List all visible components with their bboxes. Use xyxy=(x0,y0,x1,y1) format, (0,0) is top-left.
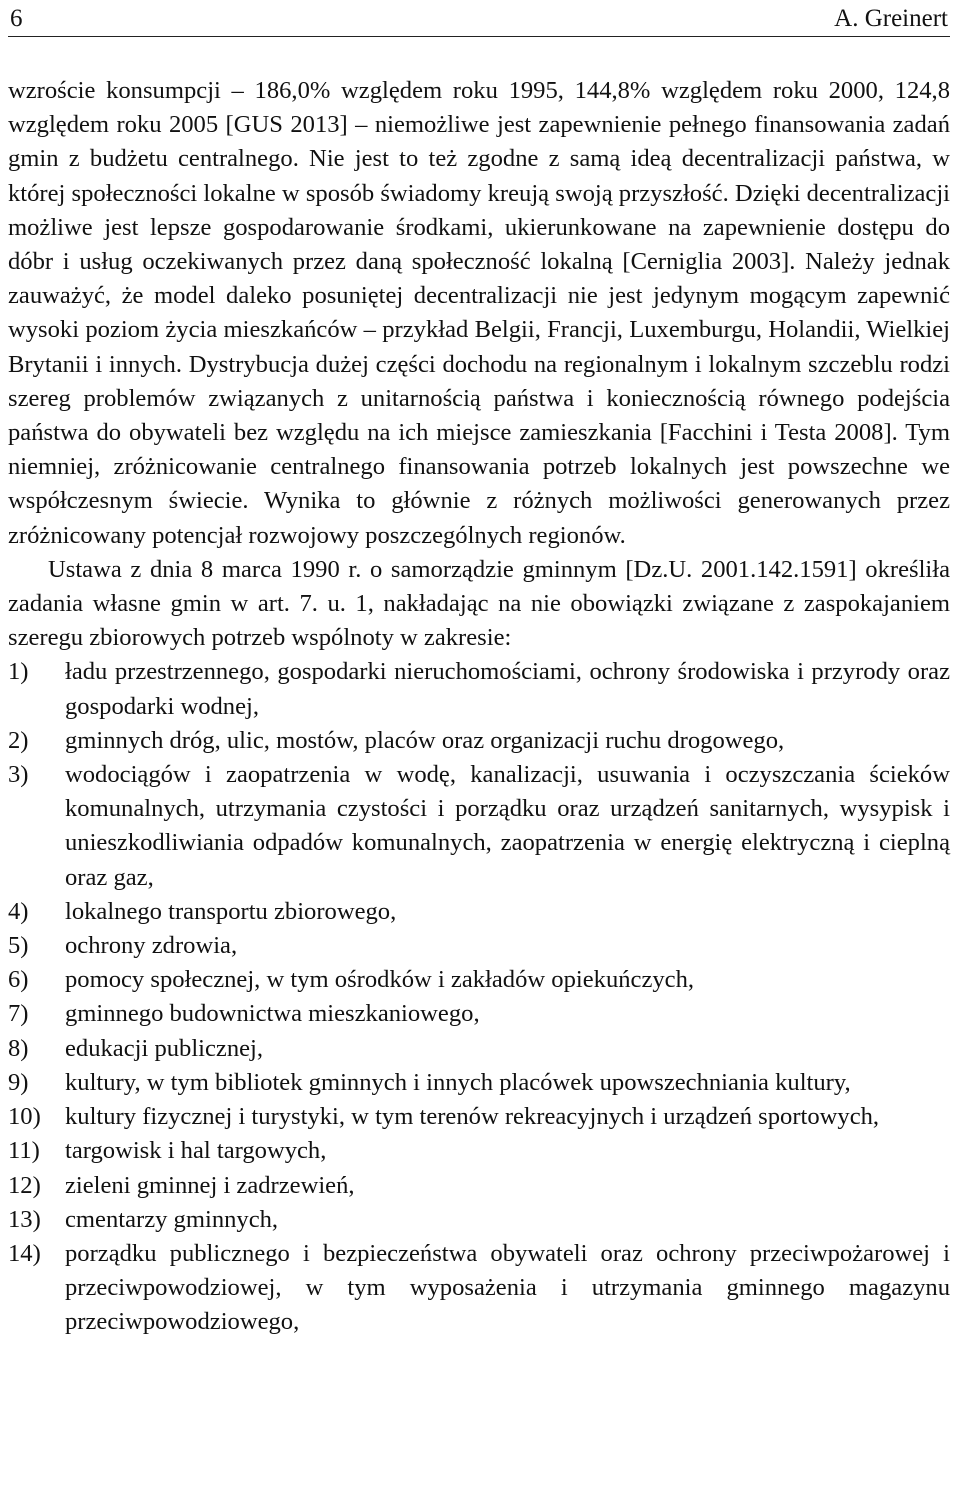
list-item-number: 5) xyxy=(8,932,29,960)
list-item xyxy=(8,758,950,895)
list-item xyxy=(8,724,950,758)
list-item xyxy=(8,963,950,997)
list-item-text: porządku publicznego i bezpieczeństwa obywateli oraz ochrony przeciwpożarowej i przeciwpowodziowej, w tym wyposażenia i utrzymania gminnego magazynu przeciwpowodziowego, xyxy=(65,1239,950,1336)
list-item-text: cmentarzy gminnych, xyxy=(65,1205,279,1233)
paragraph: wzroście konsumpcji – 186,0% względem roku 1995, 144,8% względem roku 2000, 124,8 względem roku 2005 [GUS 2013] – niemożliwe jest zapewnienie pełnego finansowania zadań gmin z budżetu centralnego. Nie jest to też zgodne z samą ideą decentralizacji państwa, w której społeczności lokalne w sposób świadomy kreują swoją przyszłość. Dzięki decentralizacji możliwe jest lepsze gospodarowanie środkami, ukierunkowane na zapewnienie dostępu do dóbr i usług oczekiwanych przez daną społeczność lokalną [Cerniglia 2003]. Należy jednak zauważyć, że model daleko posuniętej decentralizacji nie jest jedynym mogącym zapewnić wysoki poziom życia mieszkańców – przykład Belgii, Francji, Luxemburgu, Holandii, Wielkiej Brytanii i innych. Dystrybucja dużej części dochodu na regionalnym i lokalnym szczeblu rodzi szereg problemów związanych z unitarnością państwa i koniecznością równego podejścia państwa do obywateli bez względu na ich miejsce zamieszkania [Facchini i Testa 2008]. Tym niemniej, zróżnicowanie centralnego finansowania potrzeb lokalnych jest powszechne we współczesnym świecie. Wynika to głównie z różnych możliwości generowanych przez zróżnicowany potencjał rozwojowy poszczególnych regionów. xyxy=(8,77,950,549)
list-item xyxy=(8,1032,950,1066)
list-item-number: 13) xyxy=(8,1205,41,1233)
list-item-text: gminnego budownictwa mieszkaniowego, xyxy=(65,1000,480,1028)
list-item-text: gminnych dróg, ulic, mostów, placów oraz organizacji ruchu drogowego, xyxy=(65,726,785,754)
paragraph: Ustawa z dnia 8 marca 1990 r. o samorządzie gminnym [Dz.U. 2001.142.1591] określiła zadania własne gmin w art. 7. u. 1, nakładając na nie obowiązki związane z zaspokajaniem szeregu zbiorowych potrzeb wspólnoty w zakresie: xyxy=(8,555,950,652)
list-item-number: 6) xyxy=(8,966,29,994)
list-item xyxy=(8,1237,950,1340)
list-item-text: ochrony zdrowia, xyxy=(65,932,238,960)
list-item-number: 7) xyxy=(8,1000,29,1028)
list-item xyxy=(8,997,950,1031)
list-item-text: zieleni gminnej i zadrzewień, xyxy=(65,1171,355,1199)
list-item-number: 11) xyxy=(8,1137,40,1165)
list-item xyxy=(8,655,950,723)
list-item-number: 1) xyxy=(8,658,29,686)
list-item xyxy=(8,1203,950,1237)
list-item-number: 8) xyxy=(8,1034,29,1062)
list-item-number: 14) xyxy=(8,1239,41,1267)
list-item-text: kultury, w tym bibliotek gminnych i innych placówek upowszechniania kultury, xyxy=(65,1068,851,1096)
list-item-number: 10) xyxy=(8,1103,41,1131)
list-item-number: 4) xyxy=(8,897,29,925)
list-item xyxy=(8,895,950,929)
list-item-text: kultury fizycznej i turystyki, w tym terenów rekreacyjnych i urządzeń sportowych, xyxy=(65,1103,880,1131)
body-text xyxy=(8,74,950,1340)
list-item xyxy=(8,1066,950,1100)
list-item xyxy=(8,1169,950,1203)
list-item-number: 3) xyxy=(8,761,29,789)
list-item-text: targowisk i hal targowych, xyxy=(65,1137,327,1165)
list-item-number: 12) xyxy=(8,1171,41,1199)
list-item-text: pomocy społecznej, w tym ośrodków i zakładów opiekuńczych, xyxy=(65,966,695,994)
page-number: 6 xyxy=(10,5,23,32)
running-header xyxy=(8,0,950,37)
list-item-text: edukacji publicznej, xyxy=(65,1034,264,1062)
list-item-number: 2) xyxy=(8,726,29,754)
task-list xyxy=(8,655,950,1339)
list-item xyxy=(8,1134,950,1168)
list-item-number: 9) xyxy=(8,1068,29,1096)
author-name: A. Greinert xyxy=(834,5,948,32)
list-item-text: wodociągów i zaopatrzenia w wodę, kanalizacji, usuwania i oczyszczania ścieków komunalnych, utrzymania czystości i porządku oraz urządzeń sanitarnych, wysypisk i unieszkodliwiania odpadów komunalnych, zaopatrzenia w energię elektryczną i cieplną oraz gaz, xyxy=(65,761,950,891)
list-item xyxy=(8,929,950,963)
list-item-text: ładu przestrzennego, gospodarki nieruchomościami, ochrony środowiska i przyrody oraz gospodarki wodnej, xyxy=(65,658,950,720)
list-item xyxy=(8,1100,950,1134)
list-item-text: lokalnego transportu zbiorowego, xyxy=(65,897,397,925)
